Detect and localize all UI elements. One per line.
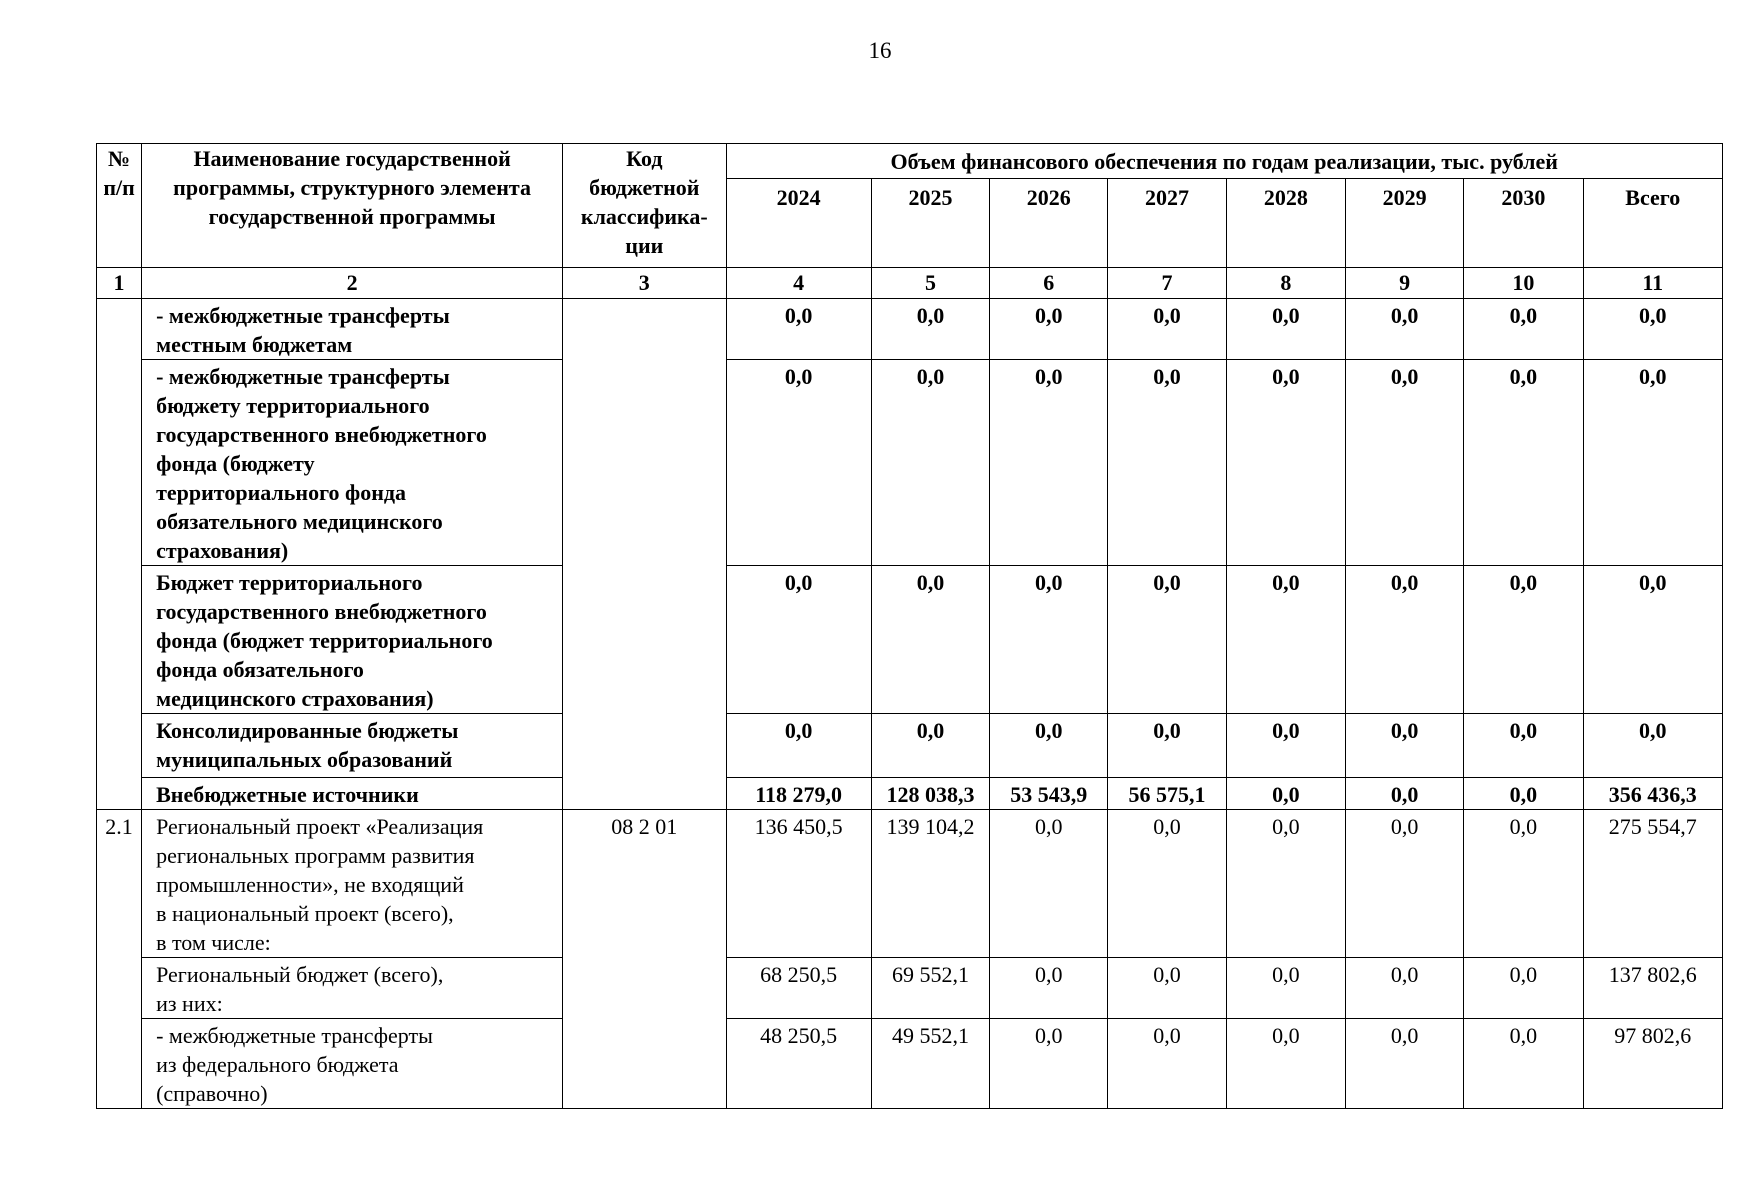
header-year: 2028 (1226, 179, 1345, 268)
value-cell: 0,0 (871, 360, 989, 566)
value-cell: 0,0 (1108, 299, 1226, 360)
value-cell: 137 802,6 (1583, 958, 1722, 1019)
table-row (97, 714, 1723, 778)
header-row-number-line: № (107, 146, 131, 171)
value-cell: 0,0 (871, 566, 989, 714)
row-name-cell (142, 566, 563, 714)
header-budget-code-line: Код (626, 146, 663, 171)
page-number: 16 (868, 38, 892, 63)
value-cell: 128 038,3 (871, 778, 989, 810)
row-name-line: фонда (бюджет территориального (156, 628, 493, 653)
budget-table (96, 143, 1723, 1109)
row-name-line: местным бюджетам (156, 332, 353, 357)
table-row (97, 778, 1723, 810)
value-cell: 0,0 (726, 299, 871, 360)
row-name-line: Бюджет территориального (156, 570, 423, 595)
value-cell: 0,0 (1108, 566, 1226, 714)
value-cell: 0,0 (1464, 778, 1583, 810)
value-cell: 139 104,2 (871, 810, 989, 958)
value-cell: 0,0 (990, 810, 1108, 958)
value-cell: 56 575,1 (1108, 778, 1226, 810)
row-number-cell: 2.1 (97, 810, 142, 1109)
row-name-line: государственного внебюджетного (156, 599, 487, 624)
header-column-numbers (97, 268, 1723, 299)
value-cell: 0,0 (1345, 778, 1463, 810)
header-row-number-line: п/п (103, 175, 135, 200)
header-budget-code-line: классифика- (580, 204, 708, 229)
row-name-line: государственного внебюджетного (156, 422, 487, 447)
value-cell: 0,0 (1464, 360, 1583, 566)
header-program-name-line: программы, структурного элемента (173, 175, 532, 200)
value-cell: 0,0 (1583, 714, 1722, 778)
value-cell: 0,0 (1226, 810, 1345, 958)
value-cell: 0,0 (871, 714, 989, 778)
row-name-line: страхования) (156, 538, 289, 563)
table-row (97, 360, 1723, 566)
row-name-line: Региональный бюджет (всего), (156, 962, 444, 987)
row-name-line: обязательного медицинского (156, 509, 443, 534)
table-row (97, 566, 1723, 714)
value-cell: 0,0 (990, 714, 1108, 778)
header-budget-code-line: бюджетной (589, 175, 700, 200)
row-name-line: фонда обязательного (156, 657, 364, 682)
value-cell: 0,0 (1226, 299, 1345, 360)
value-cell: 0,0 (1345, 299, 1463, 360)
value-cell: 0,0 (871, 299, 989, 360)
value-cell: 0,0 (1583, 566, 1722, 714)
value-cell: 0,0 (1108, 810, 1226, 958)
value-cell: 0,0 (1464, 714, 1583, 778)
value-cell: 0,0 (1345, 360, 1463, 566)
value-cell: 118 279,0 (726, 778, 871, 810)
header-year: 2025 (871, 179, 989, 268)
header-funding-group: Объем финансового обеспечения по годам реализации, тыс. рублей (726, 144, 1723, 179)
header-year: 2029 (1345, 179, 1463, 268)
value-cell: 0,0 (1583, 360, 1722, 566)
row-name-line: Региональный проект «Реализация (156, 814, 484, 839)
row-name-line: территориального фонда (156, 480, 407, 505)
row-name-line: - межбюджетные трансферты (156, 364, 450, 389)
column-number: 10 (1464, 268, 1583, 299)
header-budget-code-line: ции (625, 233, 664, 258)
row-name-line: Консолидированные бюджеты (156, 718, 459, 743)
header-program-name-line: государственной программы (208, 204, 496, 229)
row-name-line: в национальный проект (всего), (156, 901, 454, 926)
header-year: 2024 (726, 179, 871, 268)
row-name-cell (142, 299, 563, 360)
header-total: Всего (1583, 179, 1722, 268)
row-name-line: бюджету территориального (156, 393, 430, 418)
value-cell: 0,0 (1226, 778, 1345, 810)
header-budget-code (563, 144, 726, 268)
value-cell: 68 250,5 (726, 958, 871, 1019)
value-cell: 0,0 (990, 1019, 1108, 1109)
value-cell: 0,0 (1226, 360, 1345, 566)
value-cell: 0,0 (1345, 566, 1463, 714)
header-program-name-line: Наименование государственной (193, 146, 511, 171)
value-cell: 0,0 (1345, 714, 1463, 778)
row-name-cell (142, 1019, 563, 1109)
value-cell: 0,0 (1583, 299, 1722, 360)
value-cell: 49 552,1 (871, 1019, 989, 1109)
value-cell: 0,0 (990, 958, 1108, 1019)
column-number: 7 (1108, 268, 1226, 299)
value-cell: 275 554,7 (1583, 810, 1722, 958)
value-cell: 0,0 (1108, 1019, 1226, 1109)
value-cell: 69 552,1 (871, 958, 989, 1019)
value-cell: 0,0 (1464, 299, 1583, 360)
column-number: 3 (563, 268, 726, 299)
column-number: 6 (990, 268, 1108, 299)
table-row (97, 958, 1723, 1019)
row-name-line: фонда (бюджету (156, 451, 315, 476)
value-cell: 0,0 (726, 360, 871, 566)
column-number: 8 (1226, 268, 1345, 299)
row-name-cell (142, 810, 563, 958)
row-name-line: муниципальных образований (156, 747, 453, 772)
row-name-line: Внебюджетные источники (156, 782, 419, 807)
row-name-line: - межбюджетные трансферты (156, 1023, 433, 1048)
value-cell: 48 250,5 (726, 1019, 871, 1109)
row-code-cell: 08 2 01 (563, 810, 726, 1109)
row-number-cell (97, 299, 142, 810)
value-cell: 53 543,9 (990, 778, 1108, 810)
column-number: 9 (1345, 268, 1463, 299)
value-cell: 0,0 (1226, 566, 1345, 714)
value-cell: 0,0 (1108, 360, 1226, 566)
row-name-cell (142, 360, 563, 566)
column-number: 2 (142, 268, 563, 299)
value-cell: 0,0 (1226, 1019, 1345, 1109)
header-year: 2026 (990, 179, 1108, 268)
row-name-line: промышленности», не входящий (156, 872, 464, 897)
row-name-cell (142, 714, 563, 778)
value-cell: 0,0 (1345, 810, 1463, 958)
value-cell: 0,0 (990, 299, 1108, 360)
row-name-line: в том числе: (156, 930, 271, 955)
column-number: 4 (726, 268, 871, 299)
header-row-top (97, 144, 1723, 179)
value-cell: 356 436,3 (1583, 778, 1722, 810)
value-cell: 0,0 (1345, 958, 1463, 1019)
column-number: 11 (1583, 268, 1722, 299)
row-name-line: (справочно) (156, 1081, 268, 1106)
table-row (97, 1019, 1723, 1109)
header-program-name (142, 144, 563, 268)
value-cell: 0,0 (990, 566, 1108, 714)
header-row-number (97, 144, 142, 268)
value-cell: 136 450,5 (726, 810, 871, 958)
value-cell: 0,0 (1464, 810, 1583, 958)
row-name-line: региональных программ развития (156, 843, 475, 868)
row-name-line: из них: (156, 991, 223, 1016)
value-cell: 0,0 (726, 566, 871, 714)
row-name-cell (142, 778, 563, 810)
header-year: 2027 (1108, 179, 1226, 268)
value-cell: 0,0 (1226, 714, 1345, 778)
row-code-cell (563, 299, 726, 810)
value-cell: 0,0 (1108, 958, 1226, 1019)
row-name-line: медицинского страхования) (156, 686, 434, 711)
value-cell: 0,0 (1108, 714, 1226, 778)
row-name-line: - межбюджетные трансферты (156, 303, 450, 328)
value-cell: 0,0 (1226, 958, 1345, 1019)
row-name-line: из федерального бюджета (156, 1052, 399, 1077)
value-cell: 0,0 (990, 360, 1108, 566)
value-cell: 0,0 (726, 714, 871, 778)
column-number: 1 (97, 268, 142, 299)
header-year: 2030 (1464, 179, 1583, 268)
table-row (97, 299, 1723, 360)
column-number: 5 (871, 268, 989, 299)
value-cell: 0,0 (1464, 1019, 1583, 1109)
row-name-cell (142, 958, 563, 1019)
value-cell: 0,0 (1345, 1019, 1463, 1109)
value-cell: 0,0 (1464, 958, 1583, 1019)
value-cell: 97 802,6 (1583, 1019, 1722, 1109)
table-row (97, 810, 1723, 958)
value-cell: 0,0 (1464, 566, 1583, 714)
